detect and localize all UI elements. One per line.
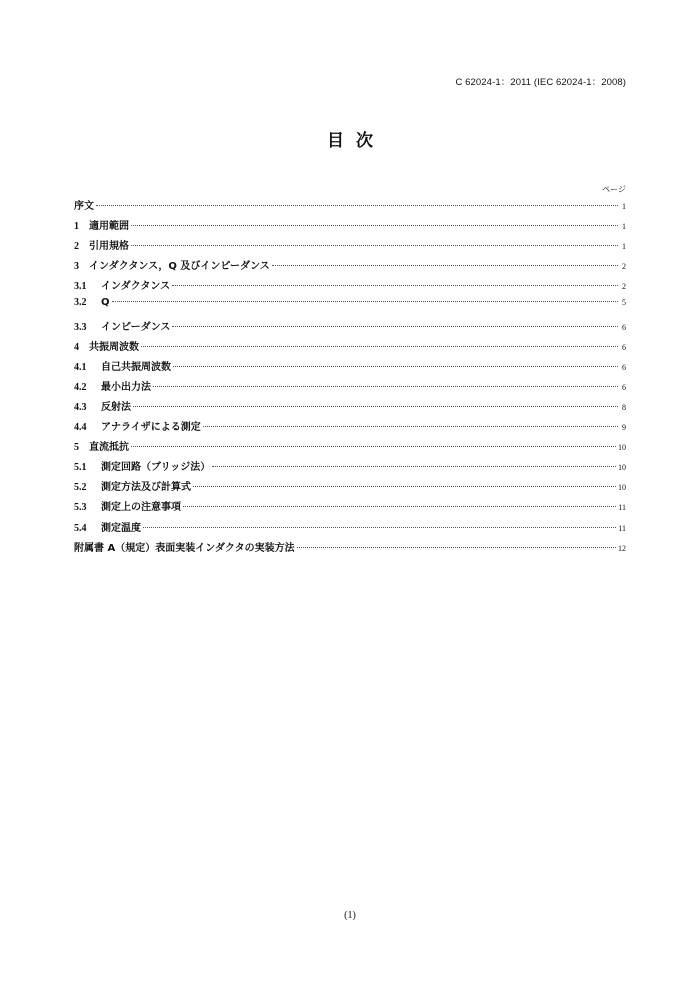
toc-entry-number: 4.2 [74, 381, 87, 393]
toc-entry[interactable] [74, 197, 626, 217]
toc-entry-title: 最小出力法 [101, 381, 151, 393]
toc-entry[interactable] [74, 438, 626, 458]
toc-entry-number: 3.2 [74, 297, 87, 309]
toc-entry-title: 測定温度 [101, 522, 141, 534]
toc-entry[interactable] [74, 358, 626, 378]
toc-entry-title: 測定回路（ブリッジ法） [101, 462, 211, 474]
toc-dot-leader [172, 285, 618, 286]
toc-entry[interactable] [74, 257, 626, 277]
toc-dot-leader [297, 547, 616, 548]
toc-entry-page: 6 [622, 382, 626, 392]
toc-entry-title: インダクタンス [101, 281, 171, 293]
toc-entry-title: 適用範囲 [89, 221, 129, 233]
toc-entry-page: 1 [622, 222, 626, 232]
toc-entry-title: 附属書 A（規定）表面実装インダクタの実装方法 [74, 542, 295, 554]
toc-entry-number: 2 [74, 241, 79, 253]
toc-dot-leader [203, 426, 618, 427]
toc-entry-title: 序文 [74, 201, 94, 212]
page-column-label: ページ [602, 185, 626, 194]
toc-entry[interactable] [74, 398, 626, 418]
toc-entry-number: 1 [74, 221, 79, 233]
toc-entry-title: Q [101, 297, 110, 309]
toc-entry[interactable] [74, 318, 626, 338]
toc-entry-number: 5.3 [74, 502, 87, 514]
toc-dot-leader [173, 366, 618, 367]
toc-entry-title: 自己共振周波数 [101, 361, 171, 373]
toc-entry-page: 8 [622, 402, 626, 412]
toc-entry[interactable] [74, 519, 626, 539]
toc-entry-number: 3 [74, 261, 79, 273]
toc-entry-number: 4.3 [74, 401, 87, 413]
toc-entry-number: 5.1 [74, 462, 87, 474]
toc-entry-title: アナライザによる測定 [101, 422, 201, 434]
toc-entry[interactable] [74, 297, 626, 317]
toc-entry-page: 10 [618, 443, 626, 453]
toc-entry-title: 直流抵抗 [89, 442, 129, 454]
toc-entry-number: 3.3 [74, 321, 87, 333]
toc-entry-page: 5 [622, 298, 626, 308]
toc-entry[interactable] [74, 217, 626, 237]
toc-dot-leader [193, 486, 616, 487]
toc-entry-title: 測定方法及び計算式 [101, 482, 191, 494]
toc-entry-page: 1 [622, 242, 626, 252]
toc-entry-number: 5.2 [74, 482, 87, 494]
page-title: 目次 [327, 131, 385, 151]
toc-dot-leader [272, 265, 618, 266]
toc-entry[interactable] [74, 277, 626, 297]
toc-entry-title: インダクタンス，Q 及びインピーダンス [89, 261, 270, 273]
toc-dot-leader [212, 466, 616, 467]
toc-entry-title: 測定上の注意事項 [101, 502, 181, 514]
toc-dot-leader [133, 406, 618, 407]
toc-entry-number: 5 [74, 442, 79, 454]
toc-entry-title: 反射法 [101, 401, 131, 413]
toc-dot-leader [172, 326, 618, 327]
toc-dot-leader [96, 205, 618, 206]
toc-dot-leader [112, 301, 618, 302]
toc-entry[interactable] [74, 378, 626, 398]
toc-entry-page: 6 [622, 342, 626, 352]
toc-dot-leader [131, 225, 618, 226]
toc-entry-title: 共振周波数 [89, 341, 139, 353]
toc-entry-page: 11 [618, 503, 626, 513]
toc-entry-title: 引用規格 [89, 241, 129, 253]
toc-entry-number: 4.4 [74, 422, 87, 434]
toc-dot-leader [143, 527, 616, 528]
toc-entry-page: 10 [618, 463, 626, 473]
toc-entry-number: 4.1 [74, 361, 87, 373]
toc-dot-leader [183, 506, 616, 507]
toc-entry-page: 2 [622, 262, 626, 272]
toc-entry[interactable] [74, 458, 626, 478]
footer-page-number: (1) [344, 910, 356, 921]
table-of-contents [74, 197, 626, 559]
toc-dot-leader [153, 386, 618, 387]
toc-entry[interactable] [74, 237, 626, 257]
toc-entry-page: 6 [622, 322, 626, 332]
toc-entry-page: 10 [618, 483, 626, 493]
document-code: C 62024-1：2011 (IEC 62024-1：2008) [455, 77, 626, 88]
toc-entry-page: 6 [622, 362, 626, 372]
toc-entry-number: 5.4 [74, 522, 87, 534]
toc-dot-leader [131, 446, 616, 447]
toc-entry-number: 4 [74, 341, 79, 353]
toc-dot-leader [131, 245, 618, 246]
toc-entry-page: 1 [622, 202, 626, 211]
toc-entry-number: 3.1 [74, 281, 87, 293]
toc-entry-title: インピーダンス [101, 321, 171, 333]
toc-entry-page: 11 [618, 523, 626, 533]
toc-entry-page: 2 [622, 282, 626, 292]
toc-entry-page: 12 [618, 543, 626, 553]
toc-entry-page: 9 [622, 423, 626, 433]
toc-entry[interactable] [74, 338, 626, 358]
toc-dot-leader [141, 346, 618, 347]
toc-entry[interactable] [74, 478, 626, 498]
toc-entry[interactable] [74, 498, 626, 518]
toc-entry[interactable] [74, 418, 626, 438]
toc-entry[interactable] [74, 539, 626, 559]
